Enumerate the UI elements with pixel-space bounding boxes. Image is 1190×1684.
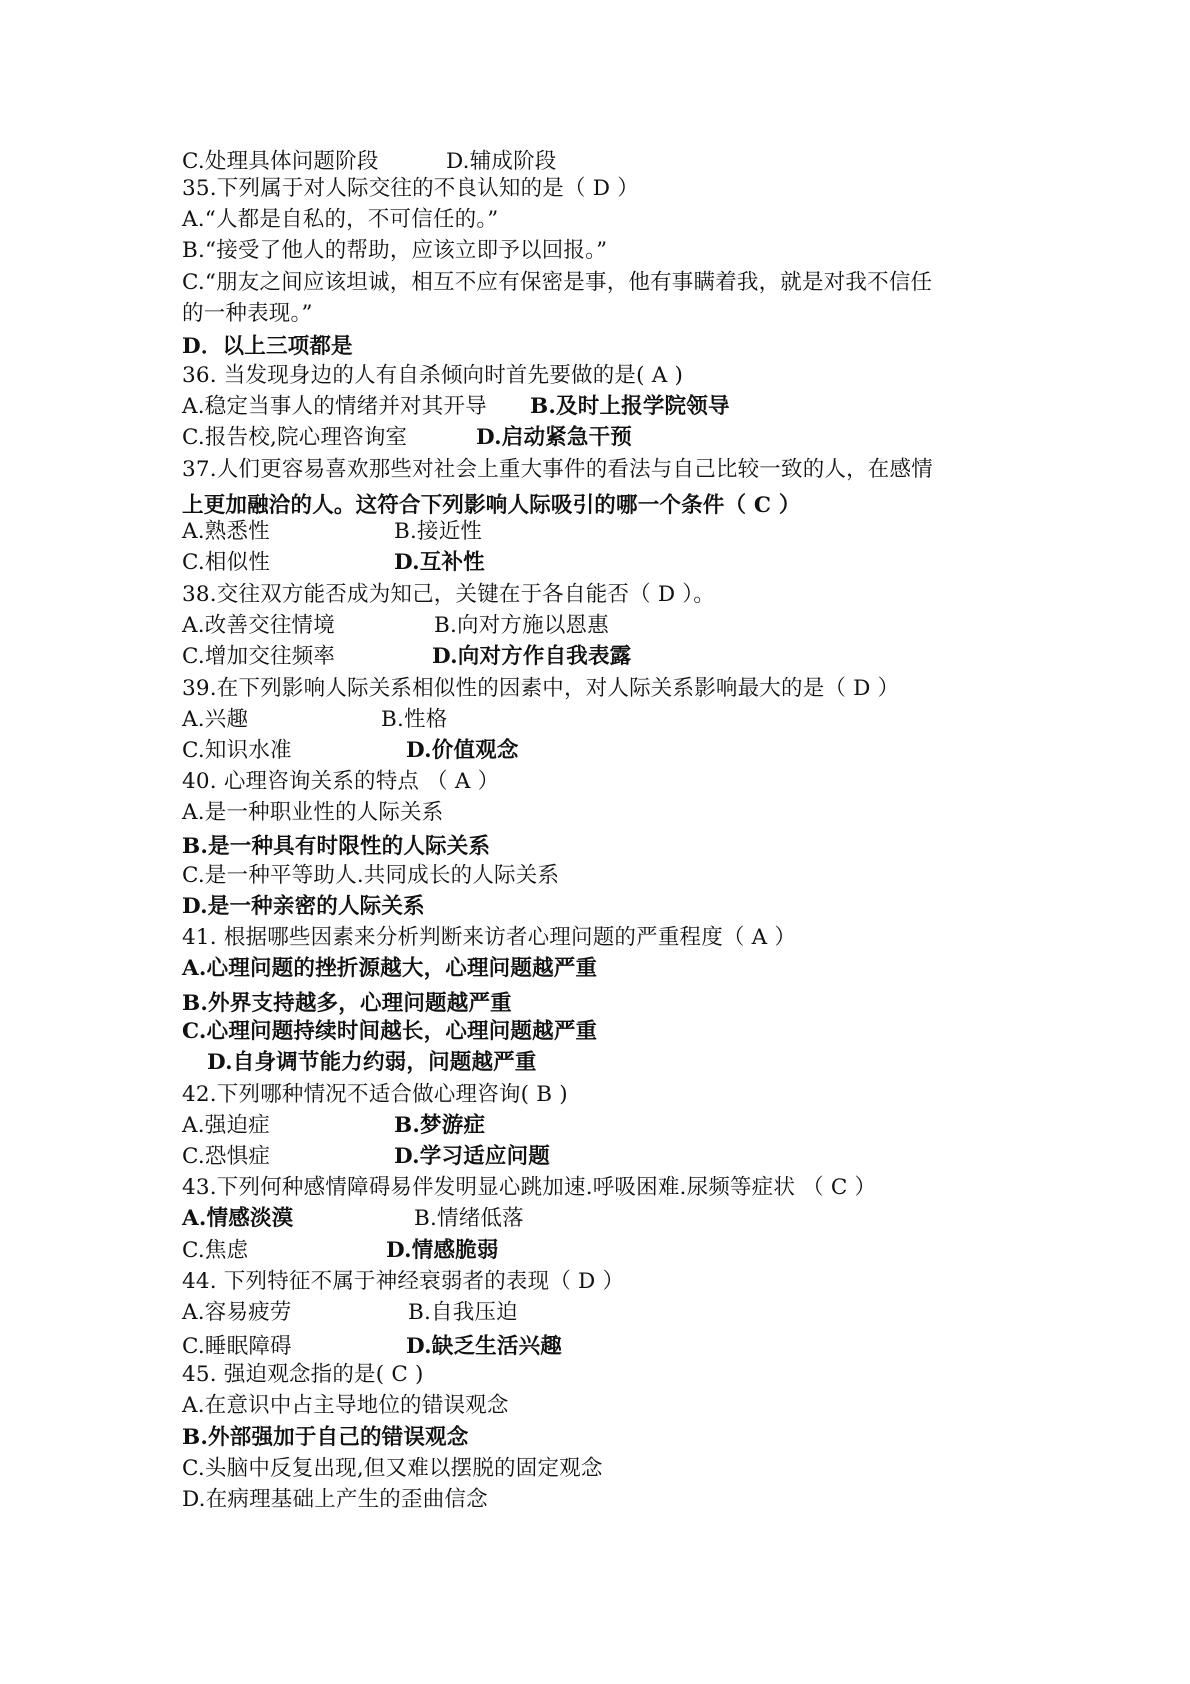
question-37-cont: 上更加融洽的人。这符合下列影响人际吸引的哪一个条件（ C ） — [182, 493, 801, 518]
q41-option-a: A.心理问题的挫折源越大，心理问题越严重 — [182, 956, 598, 981]
q36-option-b: B.及时上报学院领导 — [530, 394, 730, 419]
option-c-line: C.处理具体问题阶段 — [182, 149, 379, 174]
q40-option-a: A.是一种职业性的人际关系 — [182, 800, 444, 825]
question-45: 45. 强迫观念指的是( C ) — [182, 1362, 424, 1387]
q43-option-b: B.情绪低落 — [414, 1206, 524, 1231]
q41-option-b: B.外界支持越多，心理问题越严重 — [182, 991, 512, 1016]
q44-option-d: D.缺乏生活兴趣 — [406, 1334, 562, 1359]
q35-option-c-cont: 的一种表现。” — [182, 301, 313, 326]
q39-option-b: B.性格 — [381, 707, 448, 732]
option-d-right: D.辅成阶段 — [446, 149, 557, 174]
q42-option-b: B.梦游症 — [394, 1113, 486, 1138]
q44-option-a: A.容易疲劳 — [182, 1300, 292, 1325]
q41-option-c: C.心理问题持续时间越长，心理问题越严重 — [182, 1019, 598, 1044]
question-36: 36. 当发现身边的人有自杀倾向时首先要做的是( A ) — [182, 363, 684, 388]
q39-option-c: C.知识水准 — [182, 738, 292, 763]
q37-option-d: D.互补性 — [394, 550, 485, 575]
q35-option-c: C.“朋友之间应该坦诚，相互不应有保密是事，他有事瞒着我，就是对我不信任 — [182, 270, 933, 295]
q37-option-a: A.熟悉性 — [182, 519, 270, 544]
q41-option-d: D.自身调节能力约弱，问题越严重 — [207, 1050, 537, 1075]
question-35: 35.下列属于对人际交往的不良认知的是（ D ） — [182, 176, 639, 201]
q43-option-d: D.情感脆弱 — [386, 1238, 499, 1263]
q36-option-c: C.报告校,院心理咨询室 — [182, 425, 408, 450]
q45-option-c: C.头脑中反复出现,但又难以摆脱的固定观念 — [182, 1456, 603, 1481]
q35-option-b: B.“接受了他人的帮助，应该立即予以回报。” — [182, 238, 608, 263]
question-44: 44. 下列特征不属于神经衰弱者的表现（ D ） — [182, 1269, 625, 1294]
q38-option-d: D.向对方作自我表露 — [432, 644, 632, 669]
question-41: 41. 根据哪些因素来分析判断来访者心理问题的严重程度（ A ） — [182, 925, 797, 950]
q42-option-a: A.强迫症 — [182, 1113, 270, 1138]
q35-option-a: A.“人都是自私的，不可信任的。” — [182, 207, 499, 232]
question-37: 37.人们更容易喜欢那些对社会上重大事件的看法与自己比较一致的人，在感情 — [182, 457, 933, 482]
q40-option-c: C.是一种平等助人.共同成长的人际关系 — [182, 863, 560, 888]
q42-option-d: D.学习适应问题 — [394, 1144, 550, 1169]
q45-option-a: A.在意识中占主导地位的错误观念 — [182, 1393, 509, 1418]
q37-option-c: C.相似性 — [182, 550, 271, 575]
q38-option-c: C.增加交往频率 — [182, 644, 336, 669]
q35-option-d: D．以上三项都是 — [182, 334, 353, 359]
q36-option-a: A.稳定当事人的情绪并对其开导 — [182, 394, 487, 419]
q37-option-b: B.接近性 — [394, 519, 483, 544]
q44-option-c: C.睡眠障碍 — [182, 1334, 292, 1359]
question-42: 42.下列哪种情况不适合做心理咨询( B ) — [182, 1082, 568, 1107]
q44-option-b: B.自我压迫 — [408, 1300, 518, 1325]
q43-option-c: C.焦虑 — [182, 1238, 249, 1263]
q40-option-b: B.是一种具有时限性的人际关系 — [182, 834, 491, 859]
q39-option-a: A.兴趣 — [182, 707, 249, 732]
q36-option-d: D.启动紧急干预 — [476, 425, 632, 450]
q42-option-c: C.恐惧症 — [182, 1144, 271, 1169]
q43-option-a: A.情感淡漠 — [182, 1206, 294, 1231]
question-40: 40. 心理咨询关系的特点 （ A ） — [182, 769, 500, 794]
q39-option-d: D.价值观念 — [406, 738, 519, 763]
q38-option-b: B.向对方施以恩惠 — [434, 613, 609, 638]
q40-option-d: D.是一种亲密的人际关系 — [182, 894, 425, 919]
q38-option-a: A.改善交往情境 — [182, 613, 335, 638]
question-38: 38.交往双方能否成为知己，关键在于各自能否（ D ）。 — [182, 582, 715, 607]
q45-option-b: B.外部强加于自己的错误观念 — [182, 1425, 469, 1450]
question-43: 43.下列何种感情障碍易伴发明显心跳加速.呼吸困难.尿频等症状 （ C ） — [182, 1175, 877, 1200]
q45-option-d: D.在病理基础上产生的歪曲信念 — [182, 1487, 488, 1512]
question-39: 39.在下列影响人际关系相似性的因素中，对人际关系影响最大的是（ D ） — [182, 676, 900, 701]
